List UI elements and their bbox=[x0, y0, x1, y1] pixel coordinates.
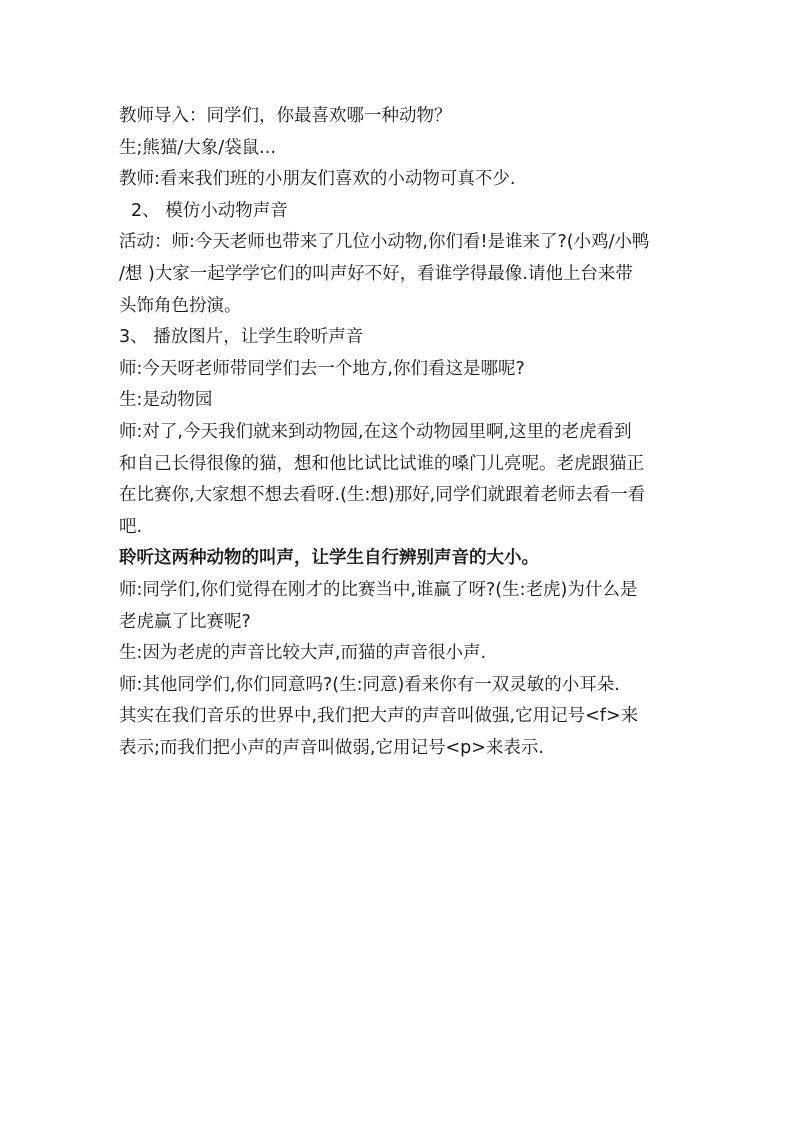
activity-line-2: /想 )大家一起学学它们的叫声好不好，看谁学得最像.请他上台来带 bbox=[119, 263, 633, 284]
activity-line-1: 活动：师:今天老师也带来了几位小动物,你们看!是谁来了?(小鸡/小鸭 bbox=[119, 232, 650, 253]
listening-instruction-heading: 聆听这两种动物的叫声，让学生自行辨别声音的大小。 bbox=[119, 548, 539, 569]
teacher-winner-line-1: 师:同学们,你们觉得在刚才的比赛当中,谁赢了呀?(生:老虎)为什么是 bbox=[119, 579, 638, 600]
student-zoo-line: 生:是动物园 bbox=[119, 390, 213, 411]
activity-line-3: 头饰角色扮演。 bbox=[119, 295, 242, 316]
teacher-intro-line: 教师导入：同学们，你最喜欢哪一种动物？ bbox=[119, 106, 452, 126]
teacher-story-line-3: 在比赛你,大家想不想去看呀.(生:想)那好,同学们就跟着老师去看一看 bbox=[119, 485, 646, 506]
student-reason-line: 生:因为老虎的声音比较大声,而猫的声音很小声. bbox=[119, 643, 487, 664]
teacher-agree-line: 师:其他同学们,你们同意吗?(生:同意)看来你有一双灵敏的小耳朵. bbox=[119, 674, 620, 695]
student-answer-line: 生;熊猫/大象/袋鼠... bbox=[119, 137, 276, 158]
section-3-heading: 3、 播放图片，让学生聆听声音 bbox=[119, 327, 364, 348]
document-body bbox=[119, 101, 679, 764]
section-2-heading: 2、 模仿小动物声音 bbox=[131, 200, 288, 221]
teacher-story-line-4: 吧. bbox=[119, 516, 143, 537]
teacher-comment-line: 教师:看来我们班的小朋友们喜欢的小动物可真不少. bbox=[119, 169, 516, 190]
teacher-story-line-2: 和自己长得很像的猫，想和他比试比试谁的嗓门儿亮呢。老虎跟猫正 bbox=[119, 453, 644, 474]
teacher-question-line: 师:今天呀老师带同学们去一个地方,你们看这是哪呢? bbox=[119, 358, 525, 379]
dynamics-forte-line: 其实在我们音乐的世界中,我们把大声的声音叫做强,它用记号<f>来 bbox=[119, 706, 639, 727]
dynamics-piano-line: 表示;而我们把小声的声音叫做弱,它用记号<p>来表示. bbox=[119, 737, 544, 758]
teacher-story-line-1: 师:对了,今天我们就来到动物园,在这个动物园里啊,这里的老虎看到 bbox=[119, 421, 632, 442]
teacher-winner-line-2: 老虎赢了比赛呢? bbox=[119, 611, 251, 632]
